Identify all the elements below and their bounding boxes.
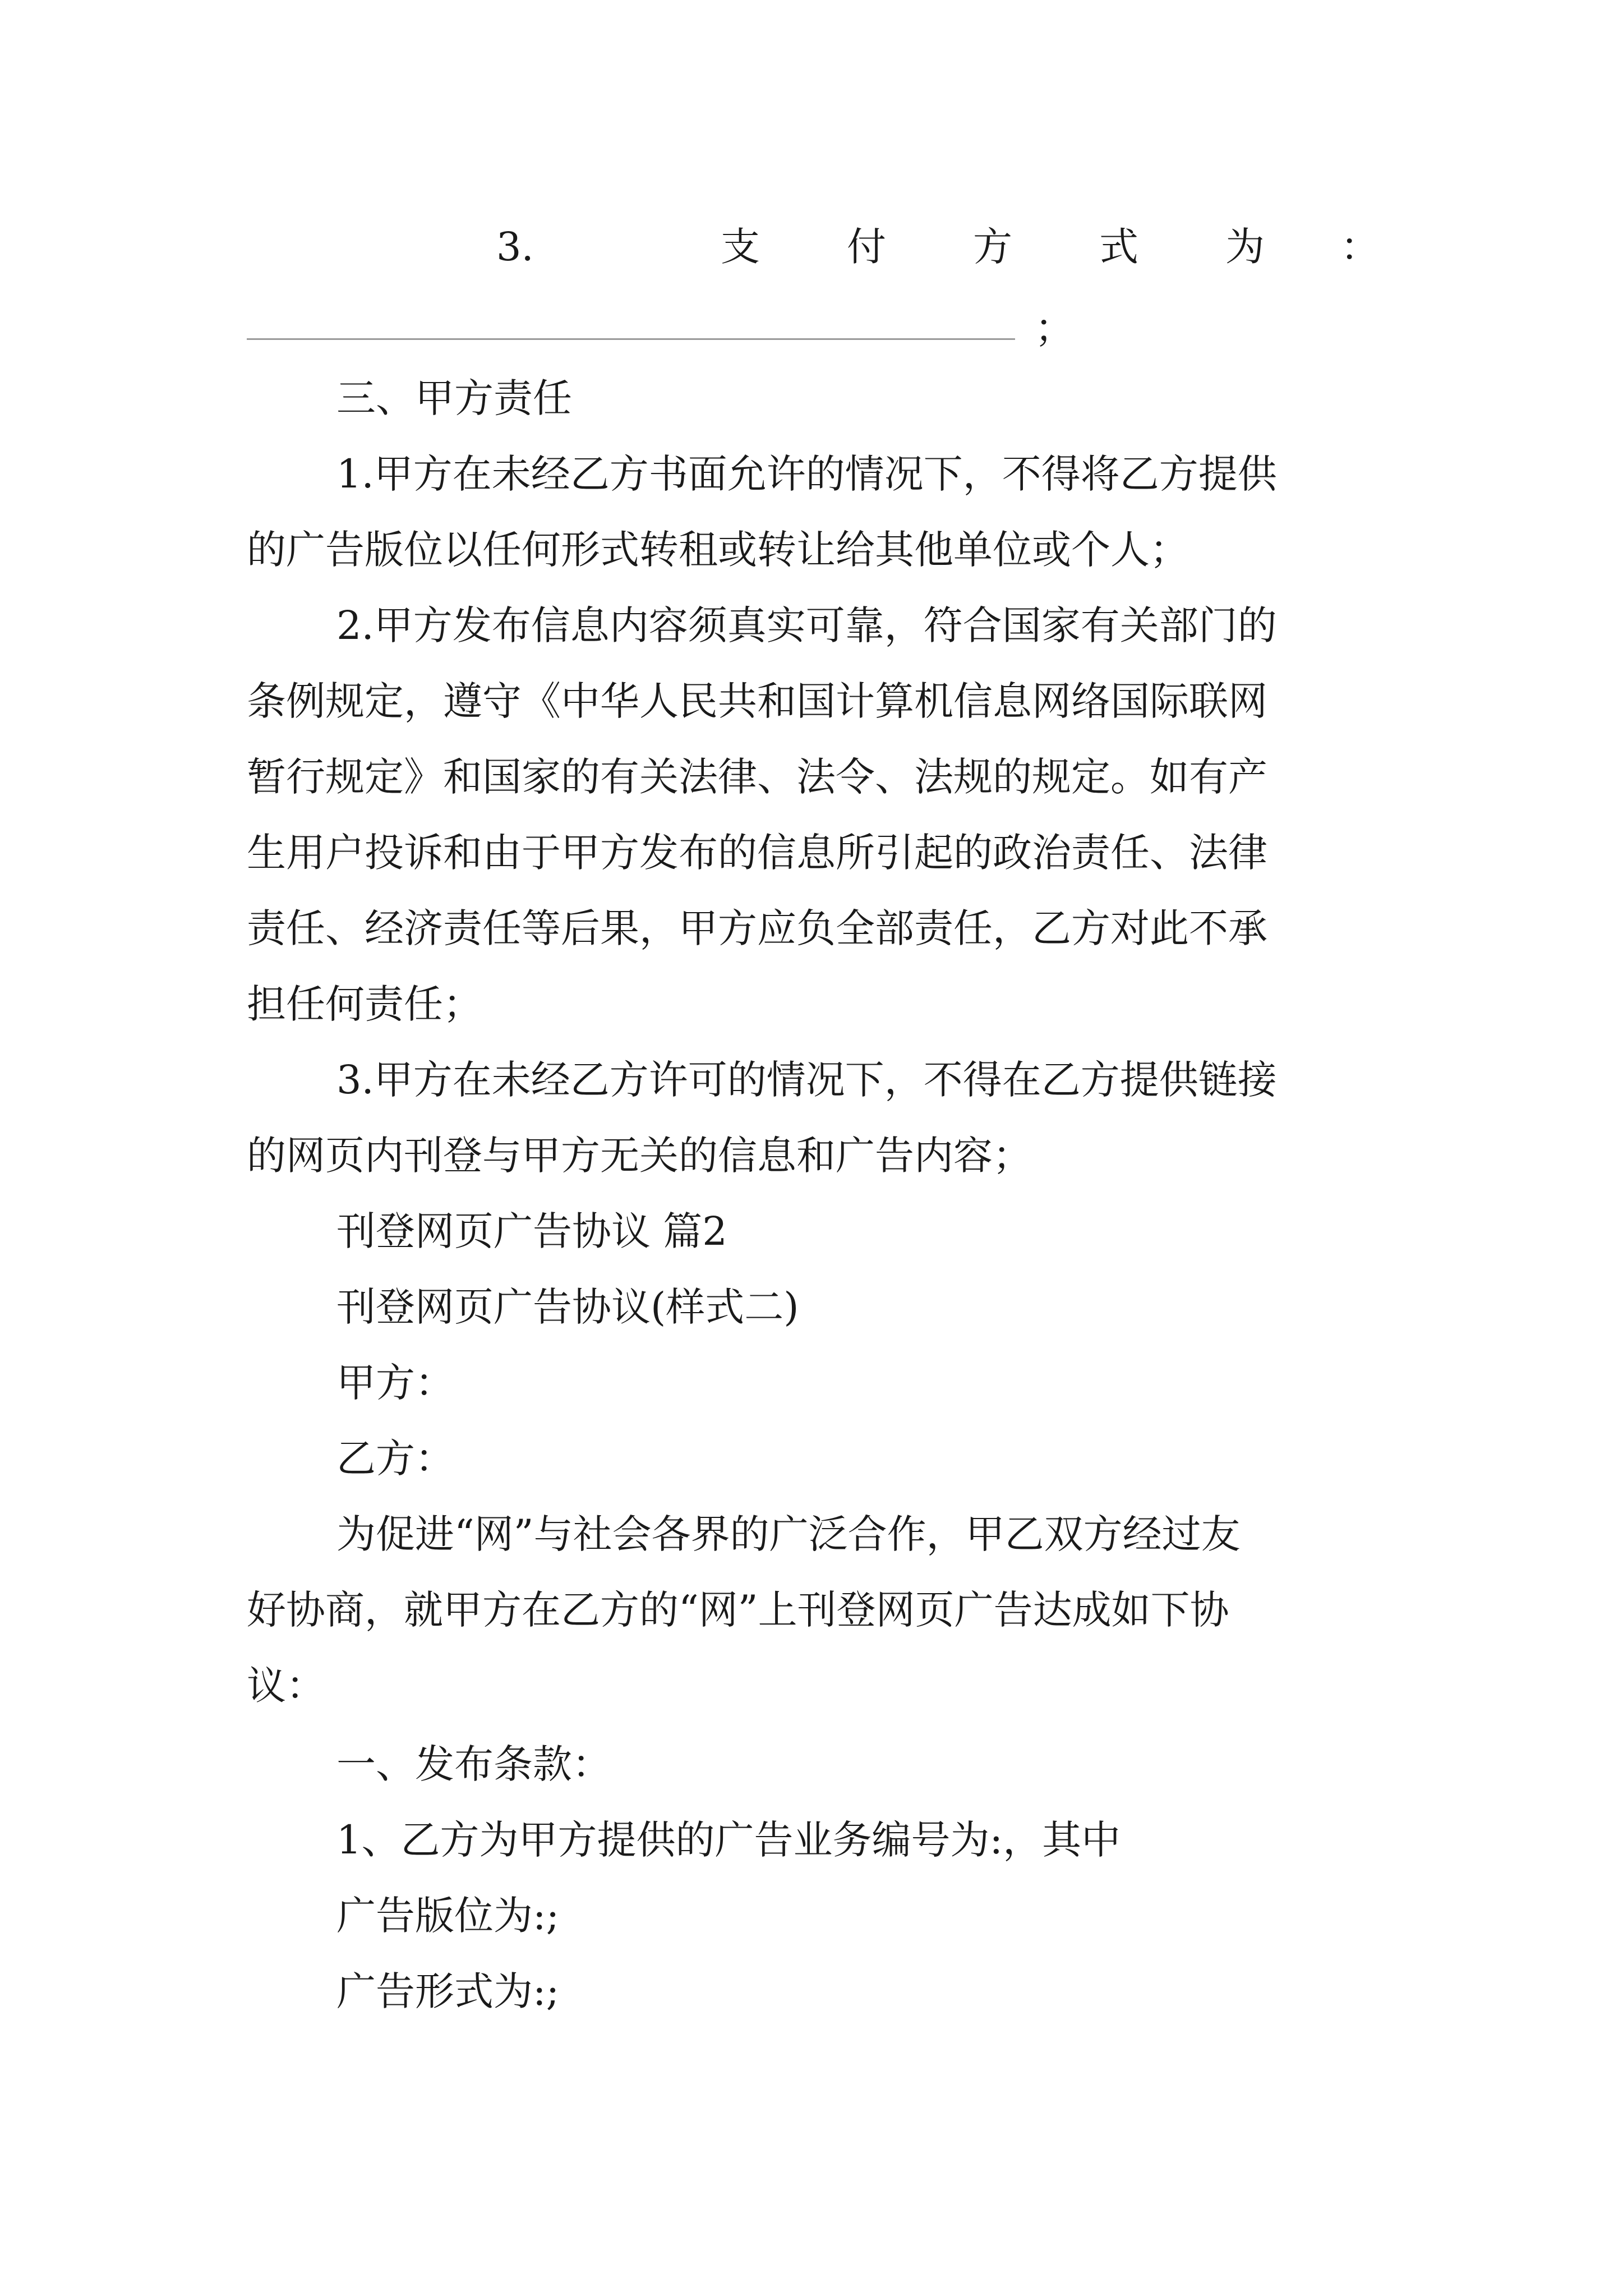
paragraph-line: 议：	[247, 1663, 325, 1709]
paragraph-line: 生用户投诉和由于甲方发布的信息所引起的政治责任、法律	[247, 830, 1267, 876]
clause-heading: 一、发布条款：	[336, 1741, 611, 1787]
paragraph-line: 2.甲方发布信息内容须真实可靠，符合国家有关部门的	[336, 602, 1277, 648]
ad-form-line: 广告形式为:;	[336, 1968, 560, 2014]
spaced-char: 方	[973, 224, 1012, 270]
blank-end-punctuation: ；	[1035, 305, 1074, 351]
paragraph-line: 好协商，就甲方在乙方的“网”上刊登网页广告达成如下协	[247, 1587, 1229, 1633]
clause-line: 1、乙方为甲方提供的广告业务编号为:，其中	[336, 1817, 1121, 1863]
ad-slot-line: 广告版位为:;	[336, 1893, 560, 1939]
fill-in-blank-line	[247, 338, 1015, 340]
section-heading: 三、甲方责任	[336, 375, 572, 421]
paragraph-line: 暂行规定》和国家的有关法律、法令、法规的规定。如有产	[247, 754, 1267, 800]
paragraph-line: 的广告版位以任何形式转租或转让给其他单位或个人；	[247, 527, 1189, 573]
paragraph-line: 为促进“网”与社会各界的广泛合作，甲乙双方经过友	[336, 1511, 1241, 1557]
item-number: 3.	[496, 224, 534, 270]
document-title: 刊登网页广告协议 篇2	[336, 1208, 727, 1254]
paragraph-line: 责任、经济责任等后果，甲方应负全部责任，乙方对此不承	[247, 905, 1267, 951]
spaced-char: 式	[1099, 224, 1138, 270]
spaced-char: 付	[847, 224, 886, 270]
spaced-char: 为	[1225, 224, 1265, 270]
paragraph-line: 担任何责任；	[247, 981, 482, 1027]
spaced-char: 支	[721, 224, 760, 270]
paragraph-line: 的网页内刊登与甲方无关的信息和广告内容；	[247, 1133, 1032, 1179]
party-b-label: 乙方：	[336, 1435, 454, 1481]
paragraph-line: 1.甲方在未经乙方书面允许的情况下，不得将乙方提供	[336, 451, 1277, 497]
document-subtitle: 刊登网页广告协议(样式二)	[336, 1284, 799, 1330]
paragraph-line: 3.甲方在未经乙方许可的情况下，不得在乙方提供链接	[336, 1057, 1277, 1103]
paragraph-line: 条例规定，遵守《中华人民共和国计算机信息网络国际联网	[247, 678, 1267, 724]
payment-method-line	[0, 219, 1623, 275]
party-a-label: 甲方：	[336, 1360, 454, 1406]
spaced-char: ：	[1340, 224, 1380, 270]
